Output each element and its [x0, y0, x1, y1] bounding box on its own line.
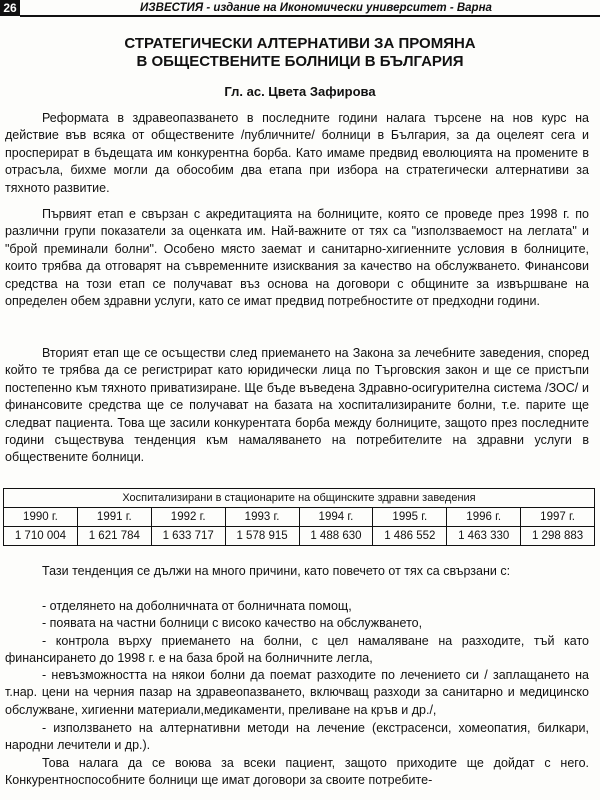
- year-cell: 1992 г.: [151, 508, 225, 527]
- paragraph-3: Вторият етап ще се осъществи след приемането на Закона за лечебните заведения, според който те трябва да се регистрират като юридически лица по Търговския закон и ще се пристъпи постепенно към тяхното приватизиране. Ще бъде въведена Здравно-осигурителна система /ЗОС/ и финансовите средства ще се получават на базата на хоспитализираните болни, т.е. парите ще следват пациента. Това ще засили конкурентата борба между болниците, защото през последните години съществува тенденция към намаляването на потребителите на здравни услуги в обществените болници.: [5, 346, 589, 465]
- list-item: - контрола върху приемането на болни, с цел намаляване на разходите, тъй като финансирането до 1998 г. е на база брой на болничните легла,: [5, 634, 589, 666]
- author-name: Гл. ас. Цвета Зафирова: [224, 84, 376, 99]
- value-cell: 1 488 630: [299, 527, 373, 546]
- paragraph-1: Реформата в здравеопазването в последните години налага търсене на нов курс на действие във всяка от обществените /публичните/ болници в България, за да оцелеят сега и просперират в бъдещата им конкурентна борба. Като имаме предвид еволюцията на промените в отрасъла, бихме могли да обособим два етапа при избора на стратегически алтернативи за тяхното развитие.: [5, 111, 589, 195]
- year-cell: 1997 г.: [521, 508, 595, 527]
- year-cell: 1990 г.: [4, 508, 78, 527]
- list-item: - невъзможността на някои болни да поемат разходите по лечението си / заплащането на т.нар. цени на черния пазар на здравеопазването, включващ разходи за санитарно и медицинско обслужване, хигиенни материали,медикаменти, преливане на кръв и др./,: [5, 668, 589, 717]
- value-cell: 1 298 883: [521, 527, 595, 546]
- value-cell: 1 621 784: [77, 527, 151, 546]
- list-item: - появата на частни болници с високо качество на обслужването,: [42, 616, 423, 630]
- running-title: ИЗВЕСТИЯ - издание на Икономически университет - Варна: [140, 2, 492, 14]
- year-cell: 1994 г.: [299, 508, 373, 527]
- year-cell: 1995 г.: [373, 508, 447, 527]
- closing-paragraph: Това налага да се воюва за всеки пациент, защото приходите ще дойдат с него. Конкурентноспособните болници ще имат договори за своите потребите-: [5, 756, 589, 788]
- table-row: [4, 527, 595, 546]
- header-rule: [20, 15, 600, 17]
- value-cell: 1 486 552: [373, 527, 447, 546]
- article-title-line-1: СТРАТЕГИЧЕСКИ АЛТЕРНАТИВИ ЗА ПРОМЯНА: [124, 35, 476, 52]
- page-header: [0, 0, 600, 16]
- article-title-line-2: В ОБЩЕСТВЕНИТЕ БОЛНИЦИ В БЪЛГАРИЯ: [136, 53, 464, 70]
- paragraph-2: Първият етап е свързан с акредитацията на болниците, която се проведе през 1998 г. по различни групи показатели за оценката им. Най-важните от тях са "използваемост на леглата" и "брой преминали болни". Особено място заемат и санитарно-хигиенните условия в болниците, които трябва да отговарят на съвременните изисквания за качество на обслужването. Финансови средства на този етап се получават въз основа на договори с общините за извършване на определен обем здравни услуги, като се имат предвид потребностите от предходни години.: [5, 207, 589, 309]
- page-number: 26: [0, 0, 20, 16]
- year-cell: 1991 г.: [77, 508, 151, 527]
- value-cell: 1 578 915: [225, 527, 299, 546]
- value-cell: 1 710 004: [4, 527, 78, 546]
- year-cell: 1996 г.: [447, 508, 521, 527]
- table-caption-row: [4, 489, 595, 508]
- value-cell: 1 633 717: [151, 527, 225, 546]
- list-item: - отделянето на доболничната от болничната помощ,: [42, 599, 352, 613]
- year-cell: 1993 г.: [225, 508, 299, 527]
- list-item: - използването на алтернативни методи на лечение (екстрасенси, хомеопатия, билкари, народни лечители и др.).: [5, 721, 589, 753]
- table-header-row: [4, 508, 595, 527]
- table-caption: Хоспитализирани в стационарите на общинските здравни заведения: [4, 489, 595, 508]
- value-cell: 1 463 330: [447, 527, 521, 546]
- hospitalization-table: [3, 488, 595, 546]
- list-intro: Тази тенденция се дължи на много причини, като повечето от тях са свързани с:: [42, 564, 511, 578]
